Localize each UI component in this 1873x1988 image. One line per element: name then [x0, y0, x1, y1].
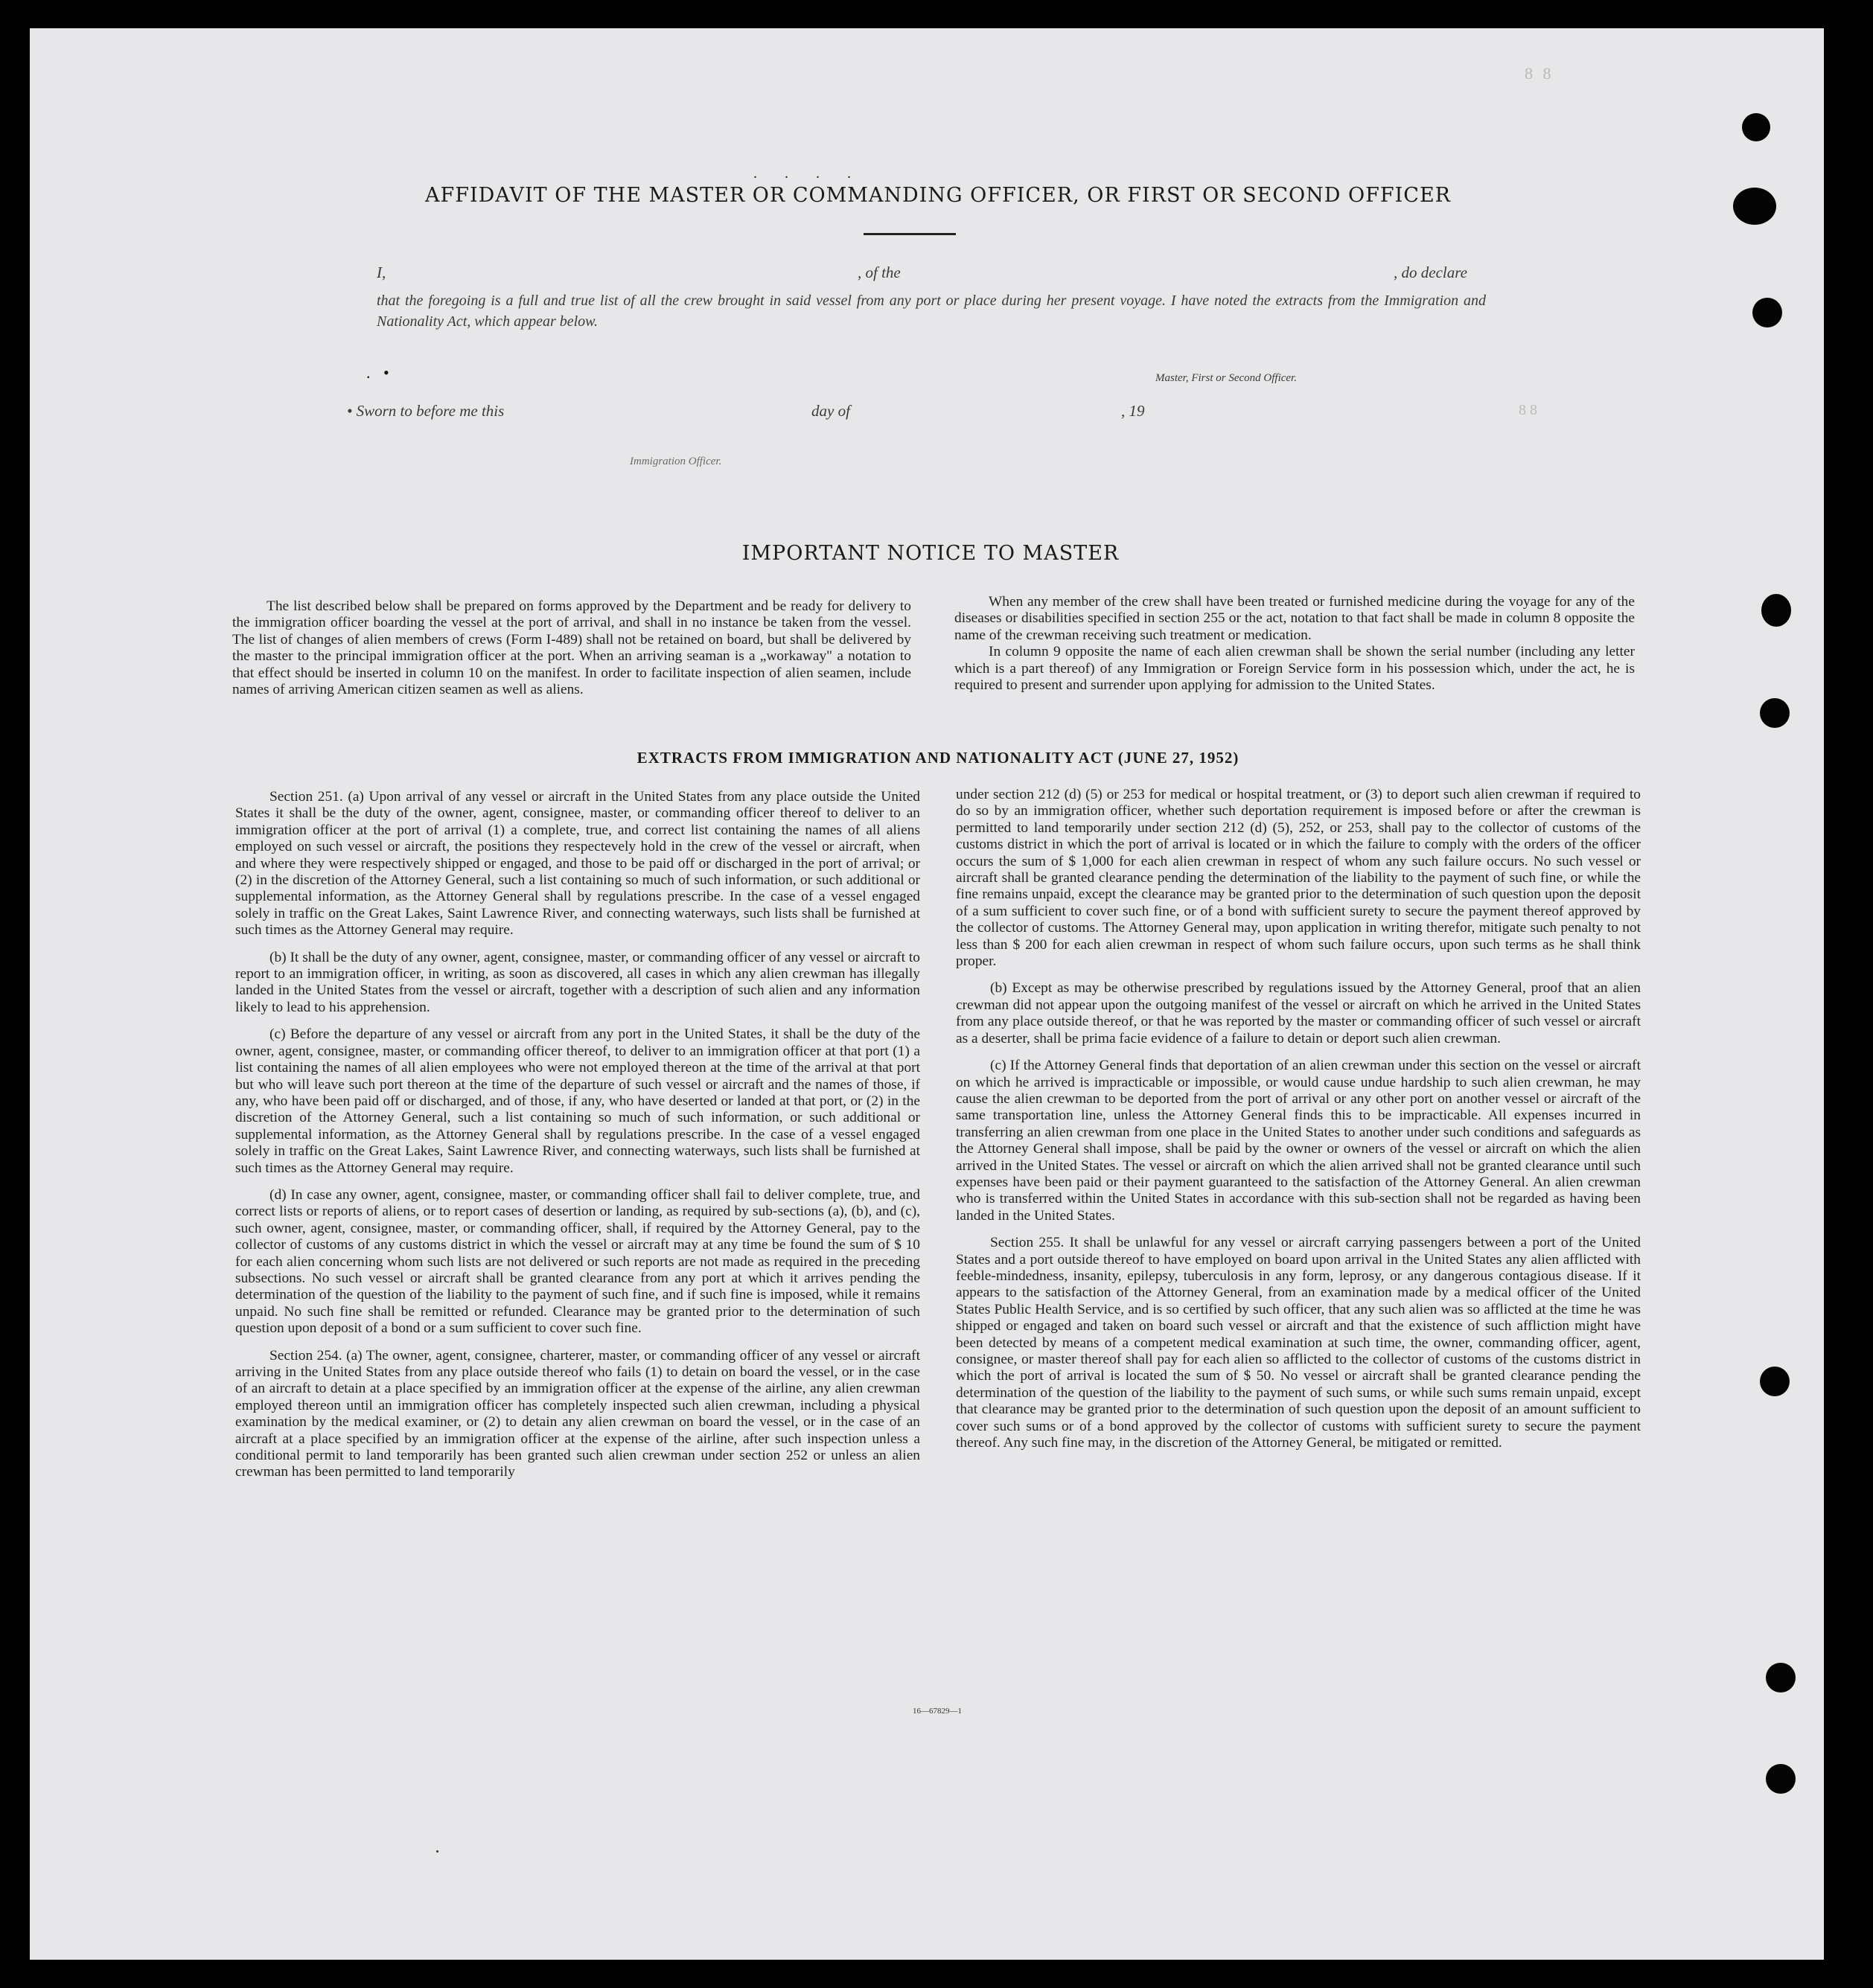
punch-hole — [1766, 1764, 1796, 1794]
section-paragraph: Section 251. (a) Upon arrival of any vessel or aircraft in the United States from any place outside the United States it shall be the duty of the owner, agent, consignee, master, or commanding officer thereof to deliver to an immigration officer at the port of arrival (1) a complete, true, and correct list containing the names of all aliens employed on such vessel or aircraft, the positions they respectevely hold in the crew of the vessel or aircraft, when and where they were respectively shipped or engaged, and those to be paid off or discharged in the port of arrival; or (2) in the discretion of the Attorney General, such a list containing so much of such information, or such additional or supplemental information, as the Attorney General shall by regulations prescribe. In the case of a vessel engaged solely in traffic on the Great Lakes, Saint Lawrence River, and connecting waterways, such lists shall be furnished at such times as the Attorney General may require. — [235, 789, 920, 939]
punch-hole — [1766, 1663, 1796, 1693]
extracts-left-column — [235, 789, 920, 1481]
punch-hole — [1733, 188, 1776, 225]
title-rule — [864, 233, 956, 235]
sworn-text: • Sworn to before me this — [347, 402, 505, 420]
notice-paragraph: When any member of the crew shall have been treated or furnished medicine during the voyage for any of the diseases or disabilities specified in section 255 or the act, notation to that fact shall be made in column 8 opposite the name of the crewman receiving such treatment or medication. — [954, 594, 1635, 643]
notice-paragraph: The list described below shall be prepared on forms approved by the Department and be ready for delivery to the immigration officer boarding the vessel at the port of arrival, and shall in no instance be taken from the vessel. The list of changes of alien members of crews (Form I-489) shall not be retained on board, but shall be delivered by the master to the principal immigration officer at the port. When an arriving seaman is a „workaway" a notation to that effect should be inserted in column 10 on the manifest. In order to facilitate inspection of alien seamen, include names of arriving American citizen seamen as well as aliens. — [232, 598, 911, 698]
master-caption: Master, First or Second Officer. — [1155, 372, 1297, 384]
section-paragraph: (d) In case any owner, agent, consignee, master, or commanding officer shall fail to deliver complete, true, and correct lists or reports of aliens, or to report cases of desertion or landing, as required by sub-sections (a), (b), and (c), such owner, agent, consignee, master, or commanding officer, shall, if required by the Attorney General, pay to the collector of customs of any customs district in which the vessel or aircraft may at any time be found the sum of $ 10 for each alien concerning whom such lists are not delivered or such reports are not made as required in the preceding subsections. No such vessel or aircraft shall be granted clearance from any port at which it arrives pending the determination of the question of the liability to the payment of such fine, and if such fine is imposed, while it remains unpaid. No such fine shall be remitted or refunded. Clearance may be granted prior to the determination of such question upon deposit of a bond or a sum sufficient to cover such fine. — [235, 1186, 920, 1337]
punch-hole — [1752, 298, 1782, 327]
punch-hole — [1760, 698, 1790, 728]
section-paragraph: (b) Except as may be otherwise prescribed by regulations issued by the Attorney General, proof that an alien crewman did not appear upon the outgoing manifest of the vessel or aircraft on which he arrived in the United States from any place outside thereof, or that he was reported by the master or commanding officer of such vessel or aircraft as a deserter, shall be prima facie evidence of a failure to detain or deport such alien crewman. — [956, 980, 1641, 1046]
notice-paragraph: In column 9 opposite the name of each alien crewman shall be shown the serial number (including any letter which is a part thereof) of any Immigration or Foreign Service form in his possession which, under the act, he is required to present and surrender upon applying for admission to the United States. — [954, 644, 1635, 694]
form-number: 16—67829—1 — [913, 1707, 962, 1716]
day-of-text: day of — [811, 402, 850, 420]
declaration-i: I, — [377, 263, 386, 281]
section-paragraph: (b) It shall be the duty of any owner, agent, consignee, master, or commanding officer of any vessel or aircraft to report to an immigration officer, in writing, as soon as discovered, all cases in which any alien crewman has illegally landed in the United States from the vessel or aircraft, together with a description of such alien and any information likely to lead to his apprehension. — [235, 949, 920, 1015]
stray-marks: . • — [366, 363, 394, 382]
punch-hole — [1761, 594, 1791, 627]
notice-left-column — [232, 598, 911, 698]
faint-marks: 8 8 — [1519, 402, 1537, 418]
notice-title: IMPORTANT NOTICE TO MASTER — [741, 542, 1120, 565]
immigration-officer-caption: Immigration Officer. — [630, 456, 722, 467]
corner-mark: 8 8 — [1525, 64, 1554, 83]
punch-hole — [1742, 113, 1770, 141]
year-text: , 19 — [1121, 402, 1145, 420]
punch-hole — [1760, 1367, 1790, 1396]
top-dots: . . . . — [753, 165, 863, 182]
section-paragraph: (c) If the Attorney General finds that deportation of an alien crewman under this section on the vessel or aircraft on which he arrived is impracticable or impossible, or would cause undue hardship to such alien crewman, he may cause the alien crewman to be deported from the port of arrival or any other port on another vessel or aircraft of the same transportation line, unless the Attorney General finds this to be impracticable. All expenses incurred in transferring an alien crewman from one place in the United States to another under such conditions and safeguards as the Attorney General shall impose, shall be paid by the owner or owners of the vessel or aircraft on which the alien arrived in the United States. The vessel or aircraft on which the alien arrived shall not be granted clearance until such expenses have been paid or their payment guaranteed to the satisfaction of the Attorney General. An alien crewman who is transferred within the United States in accordance with this sub-section shall not be regarded as having been landed in the United States. — [956, 1058, 1641, 1224]
section-paragraph: (c) Before the departure of any vessel or aircraft from any port in the United States, it shall be the duty of the owner, agent, consignee, master, or commanding officer thereof, to deliver to an immigration officer at that port (1) a list containing the names of all alien employees who were not employed thereon at the time of the arrival at that port but who will leave such port thereon at the time of the departure of such vessel or aircraft and the names of those, if any, who have been paid off or discharged, and of those, if any, who have deserted or landed at that port, or (2) in the discretion of the Attorney General, such a list containing so much of such information, or such additional or supplemental information, as the Attorney General shall by regulations prescribe. In the case of a vessel engaged solely in traffic on the Great Lakes, Saint Lawrence River, and connecting waterways, such lists shall be furnished at such times as the Attorney General may require. — [235, 1026, 920, 1176]
declaration-do-declare: , do declare — [1394, 263, 1467, 281]
section-paragraph: Section 254. (a) The owner, agent, consignee, charterer, master, or commanding officer of any vessel or aircraft arriving in the United States from any place outside thereof who fails (1) to detain on board the vessel, or in the case of an aircraft to detain at a place specified by an immigration officer at the expense of the airline, any alien crewman employed thereon until an immigration officer has completely inspected such alien crewman, including a physical examination by the medical examiner, or (2) to detain any alien crewman on board the vessel, or in the case of an aircraft at a place specified by an immigration officer at the expense of the airline, after such inspection unless a conditional permit to land temporarily has been granted such alien crewman under section 252 or unless an alien crewman has been permitted to land temporarily — [235, 1347, 920, 1480]
speck-mark — [436, 1850, 438, 1853]
section-paragraph: under section 212 (d) (5) or 253 for medical or hospital treatment, or (3) to deport such alien crewman if required to do so by an immigration officer, whether such deportation requirement is imposed before or after the crewman is permitted to land temporarily under section 212 (d) (5), 252, or 253, shall pay to the collector of customs of the customs district in which the port of arrival is located or in which the failure to comply with the orders of the officer occurs the sum of $ 1,000 for each alien crewman in respect of whom any such failure occurs. No such vessel or aircraft shall be granted clearance pending the determination of the liability to the payment of such fine, or while the fine remains unpaid, except the clearance may be granted prior to the determination of such question upon the deposit of a sum sufficient to cover such fine, or of a bond with sufficient surety to secure the payment thereof approved by the collector of customs. The Attorney General may, upon application in writing therefor, mitigate such penalty to not less than $ 200 for each alien crewman in respect of whom such failure occurs, upon such terms as he shall think proper. — [956, 787, 1641, 970]
form-title: AFFIDAVIT OF THE MASTER OR COMMANDING OFFICER, OR FIRST OR SECOND OFFICER — [425, 184, 1451, 207]
section-paragraph: Section 255. It shall be unlawful for any vessel or aircraft carrying passengers between a port of the United States and a port outside thereof to have employed on board upon arrival in the United States any alien afflicted with feeble-mindedness, insanity, epilepsy, tuberculosis in any form, leprosy, or any dangerous contagious disease. If it appears to the satisfaction of the Attorney General, from an examination made by a medical officer of the United States Public Health Service, and is so certified by such officer, that any such alien was so afflicted at the time he was shipped or engaged and taken on board such vessel or aircraft and that the existence of such affliction might have been detected by means of a competent medical examination at such time, the owner, commanding officer, agent, consignee, or master thereof shall pay for each alien so afflicted to the collector of customs of the customs district in which the port of arrival is located the sum of $ 50. No vessel or aircraft shall be granted clearance pending the determination of the question of the liability to the payment of such sums, or while such sums remain unpaid, except that clearance may be granted prior to the determination of such question upon the deposit of an amount sufficient to cover such sums or of a bond approved by the collector of customs with sufficient surety to secure the payment thereof. Any such fine may, in the discretion of the Attorney General, be mitigated or remitted. — [956, 1235, 1641, 1451]
extracts-title: EXTRACTS FROM IMMIGRATION AND NATIONALITY ACT (JUNE 27, 1952) — [636, 749, 1239, 767]
notice-right-column — [954, 594, 1635, 694]
declaration-line — [377, 263, 1486, 286]
declaration-body: that the foregoing is a full and true list of all the crew brought in said vessel from any port or place during her present voyage. I have noted the extracts from the Immigration and Nationality Act, which appear below. — [377, 293, 1486, 330]
declaration-of-the: , of the — [858, 263, 901, 281]
extracts-right-column — [956, 787, 1641, 1451]
